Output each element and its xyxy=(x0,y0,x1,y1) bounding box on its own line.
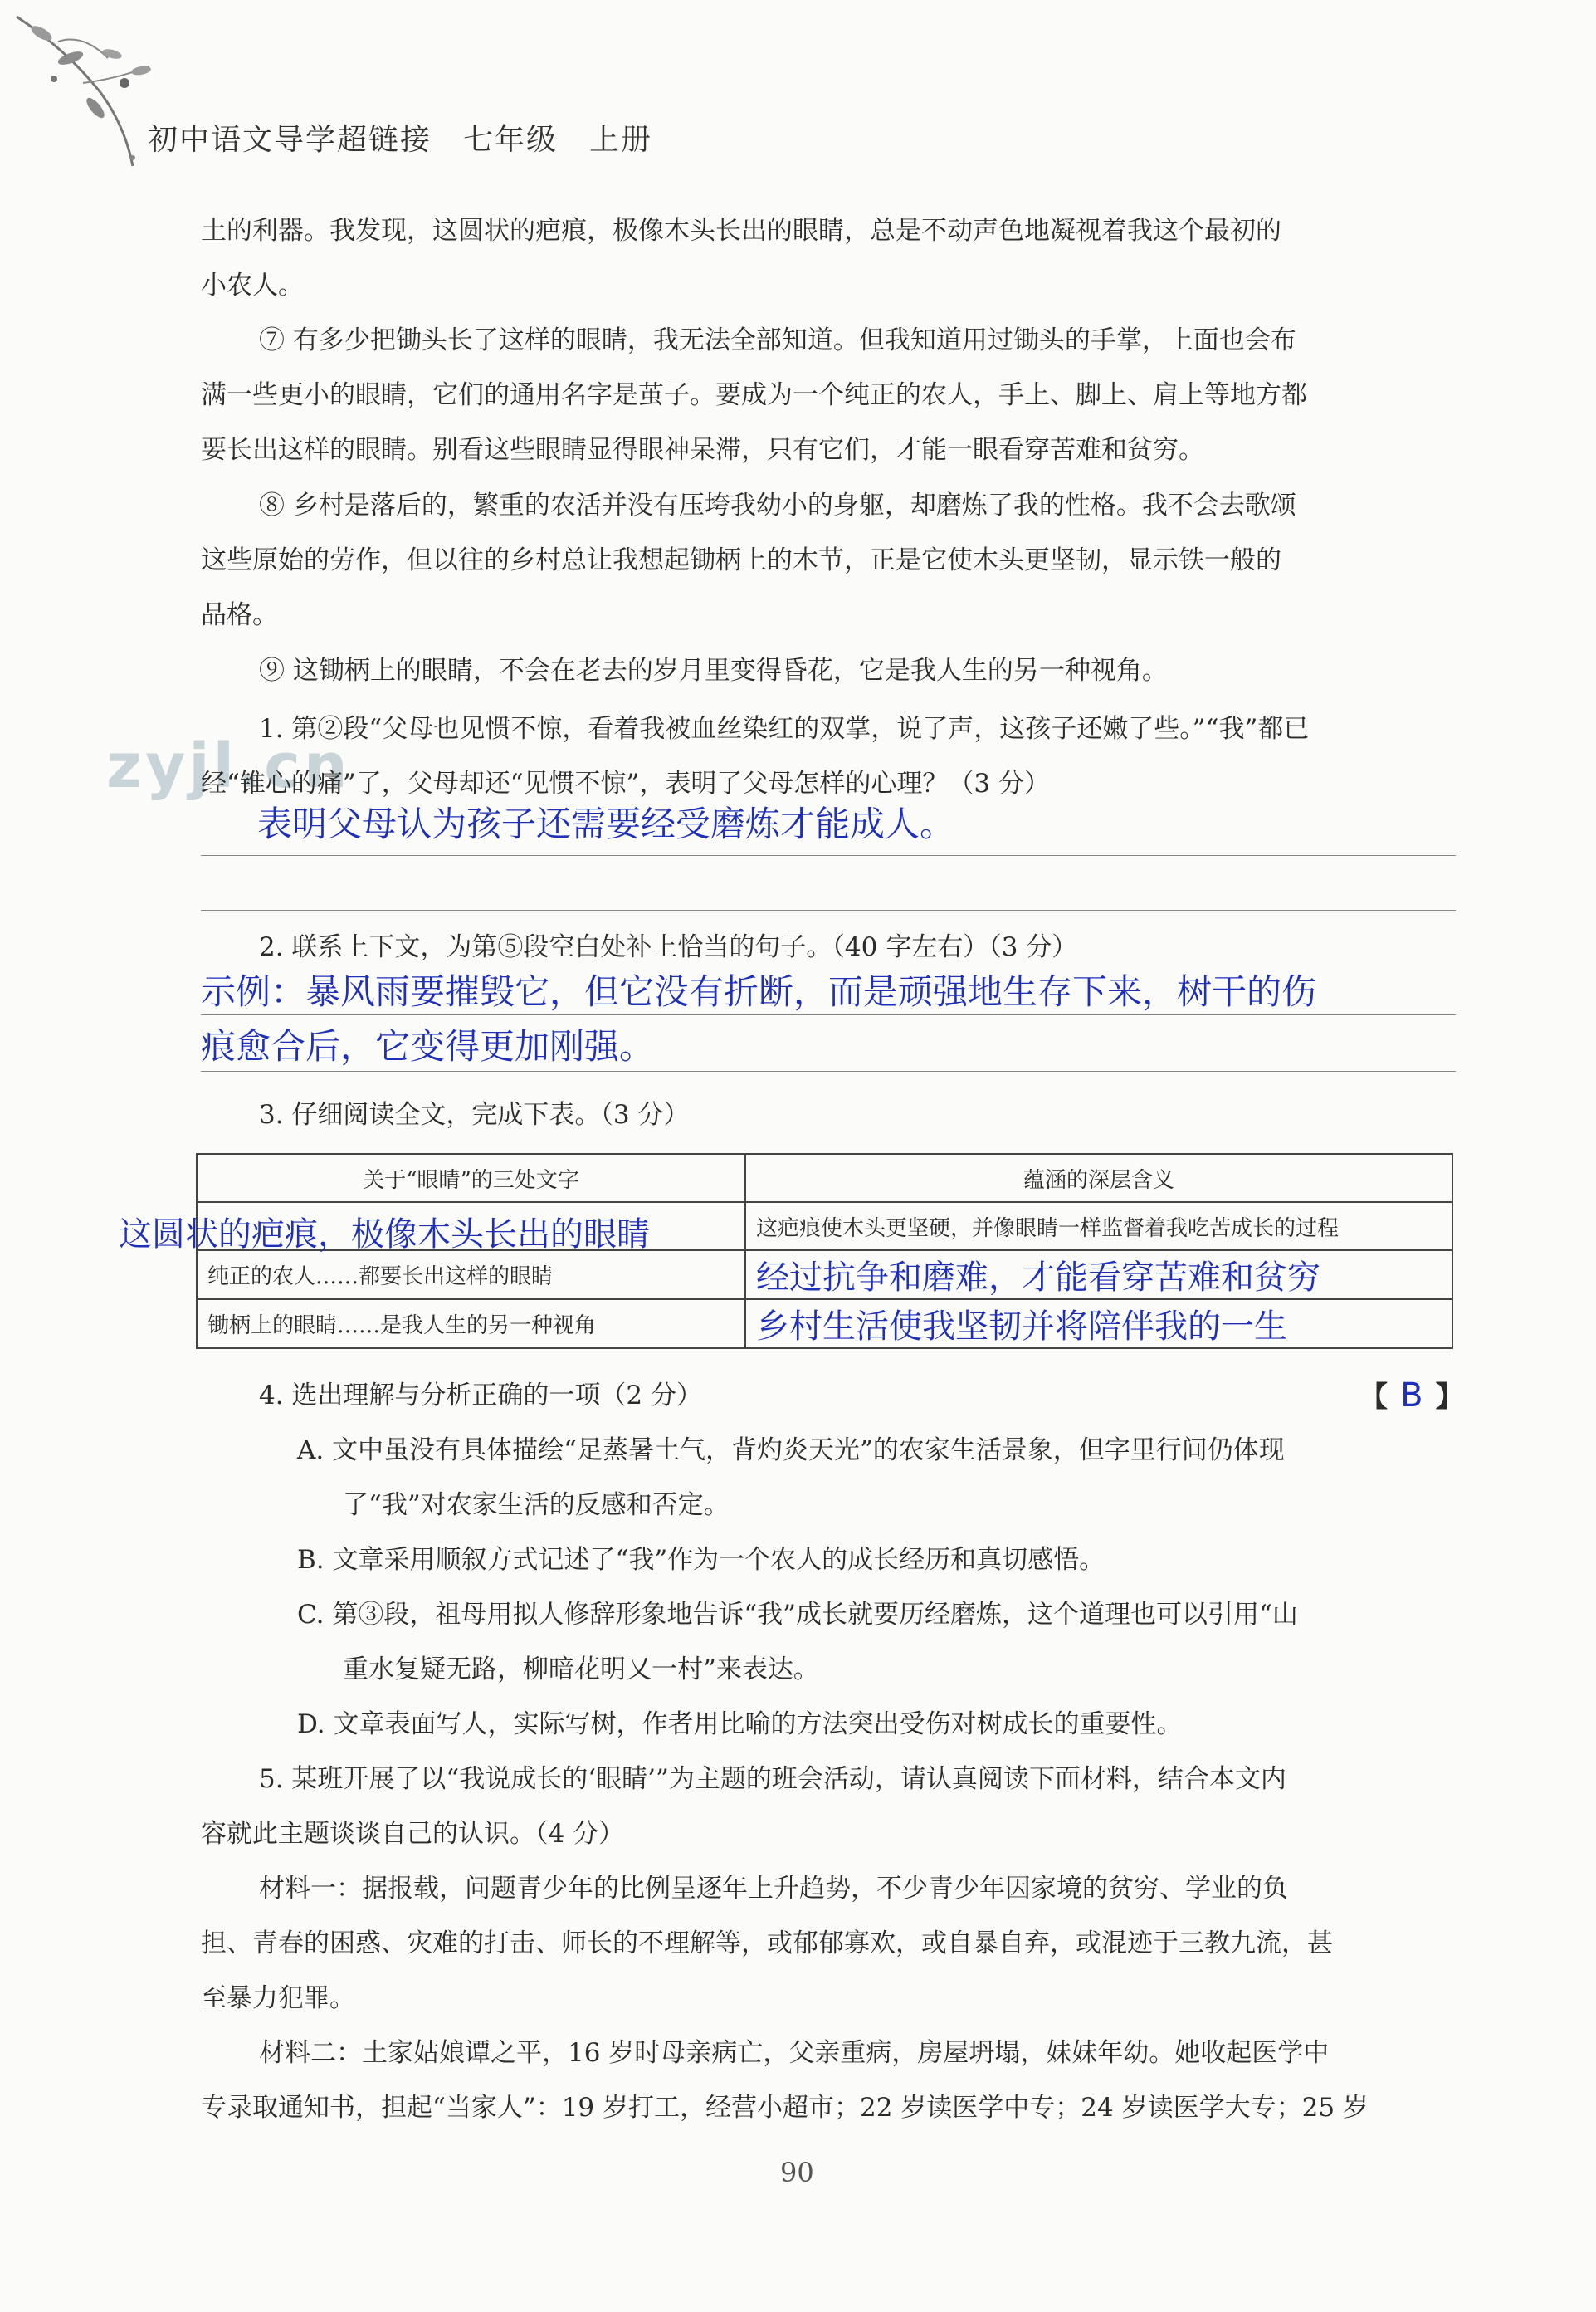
material-2-line: 材料二：土家姑娘谭之平，16 岁时母亲病亡，父亲重病，房屋坍塌，妹妹年幼。她收起医学中 xyxy=(259,2038,1330,2068)
page-number: 90 xyxy=(780,2157,814,2188)
question-5-line: 容就此主题谈谈自己的认识。（4 分） xyxy=(201,1819,625,1849)
answer-line xyxy=(201,1071,1456,1072)
question-2-answer-line: 痕愈合后，它变得更加刚强。 xyxy=(201,1026,655,1067)
question-5 xyxy=(201,1752,1458,1861)
table-cell[interactable] xyxy=(745,1299,1452,1348)
corner-branch-illustration xyxy=(8,0,174,199)
question-1-answer[interactable]: 表明父母认为孩子还需要经受磨炼才能成人。 xyxy=(257,804,955,844)
question-4 xyxy=(201,1368,1458,1423)
passage-paragraph-9 xyxy=(201,643,1458,698)
table-cell[interactable] xyxy=(745,1250,1452,1299)
page-header: 初中语文导学超链接 七年级 上册 xyxy=(148,123,653,157)
option-b[interactable]: B. 文章采用顺叙方式记述了“我”作为一个农人的成长经历和真切感悟。 xyxy=(297,1545,1105,1575)
option-c-cont: 重水复疑无路，柳暗花明又一村”来表达。 xyxy=(343,1655,819,1684)
question-4-options xyxy=(297,1423,1458,1752)
text-line: 小农人。 xyxy=(201,271,304,301)
answer-line xyxy=(201,855,1456,856)
option-d[interactable]: D. 文章表面写人，实际写树，作者用比喻的方法突出受伤对树成长的重要性。 xyxy=(297,1709,1183,1739)
bracket-right: 】 xyxy=(1435,1381,1464,1414)
question-5-line: 5. 某班开展了以“我说成长的‘眼睛’”为主题的班会活动，请认真阅读下面材料，结合本文内 xyxy=(259,1764,1286,1794)
text-line: 土的利器。我发现，这圆状的疤痕，极像木头长出的眼睛，总是不动声色地凝视着我这个最初的 xyxy=(201,216,1281,246)
text-line: ⑦ 有多少把锄头长了这样的眼睛，我无法全部知道。但我知道用过锄头的手掌，上面也会布 xyxy=(259,325,1296,355)
table-cell: 纯正的农人……都要长出这样的眼睛 xyxy=(197,1250,745,1299)
watermark: zyjl.cn xyxy=(106,731,351,802)
table-answer-handwritten: 乡村生活使我坚韧并将陪伴我的一生 xyxy=(756,1308,1287,1346)
passage-paragraph-8 xyxy=(201,478,1458,643)
question-2-line: 2. 联系上下文，为第⑤段空白处补上恰当的句子。（40 字左右）（3 分） xyxy=(259,932,1078,962)
question-1 xyxy=(201,701,1458,811)
text-line: 要长出这样的眼睛。别看这些眼睛显得眼神呆滞，只有它们，才能一眼看穿苦难和贫穷。 xyxy=(201,435,1204,465)
question-2-answer[interactable] xyxy=(201,965,1316,1074)
table-row xyxy=(197,1250,1452,1299)
table-row xyxy=(197,1202,1452,1250)
question-4-answer-box[interactable] xyxy=(1359,1368,1464,1430)
material-1-line: 材料一：据报载，问题青少年的比例呈逐年上升趋势，不少青少年因家境的贫穷、学业的负 xyxy=(259,1874,1288,1904)
question-3 xyxy=(201,1088,1458,1142)
table-row xyxy=(197,1299,1452,1348)
table-answer-handwritten: 这圆状的疤痕，极像木头长出的眼睛 xyxy=(119,1215,650,1254)
text-line: 满一些更小的眼睛，它们的通用名字是茧子。要成为一个纯正的农人，手上、脚上、肩上等地方都 xyxy=(201,380,1307,410)
material-2-line: 专录取通知书，担起“当家人”：19 岁打工，经营小超市；22 岁读医学中专；24 岁读医学大专；25 岁 xyxy=(201,2093,1369,2123)
material-1 xyxy=(201,1861,1458,2026)
material-2 xyxy=(201,2026,1458,2135)
table-header-cell: 蕴涵的深层含义 xyxy=(745,1154,1452,1202)
question-3-table xyxy=(119,1153,1453,1349)
text-line: ⑨ 这锄柄上的眼睛，不会在老去的岁月里变得昏花，它是我人生的另一种视角。 xyxy=(259,656,1168,686)
passage-paragraph-7 xyxy=(201,313,1458,477)
passage-paragraph-6 xyxy=(201,203,1458,313)
material-1-line: 至暴力犯罪。 xyxy=(201,1983,355,2013)
question-1-line: 经“锥心的痛”了，父母却还“见惯不惊”，表明了父母怎样的心理？（3 分） xyxy=(201,769,1050,799)
text-line: 品格。 xyxy=(201,600,278,630)
table-header-row xyxy=(197,1154,1452,1202)
text-line: ⑧ 乡村是落后的，繁重的农活并没有压垮我幼小的身躯，却磨炼了我的性格。我不会去歌颂 xyxy=(259,491,1296,521)
question-1-line: 1. 第②段“父母也见惯不惊，看着我被血丝染红的双掌，说了声，这孩子还嫩了些。”“我”都已 xyxy=(259,714,1310,744)
table-cell: 这疤痕使木头更坚硬，并像眼睛一样监督着我吃苦成长的过程 xyxy=(745,1202,1452,1250)
table-answer-handwritten: 经过抗争和磨难，才能看穿苦难和贫穷 xyxy=(756,1259,1320,1297)
table-cell: 锄柄上的眼睛……是我人生的另一种视角 xyxy=(197,1299,745,1348)
answer-line xyxy=(201,910,1456,911)
option-a[interactable]: A. 文中虽没有具体描绘“足蒸暑土气，背灼炎天光”的农家生活景象，但字里行间仍体现 xyxy=(297,1435,1285,1465)
question-4-answer: B xyxy=(1400,1376,1423,1415)
table-cell[interactable] xyxy=(119,1202,745,1254)
material-1-line: 担、青春的困惑、灾难的打击、师长的不理解等，或郁郁寡欢，或自暴自弃，或混迹于三教九流，甚 xyxy=(201,1928,1333,1958)
question-3-line: 3. 仔细阅读全文，完成下表。（3 分） xyxy=(259,1100,690,1130)
answer-line xyxy=(201,1014,1456,1015)
text-line: 这些原始的劳作，但以往的乡村总让我想起锄柄上的木节，正是它使木头更坚韧，显示铁一般的 xyxy=(201,545,1281,575)
option-c[interactable]: C. 第③段，祖母用拟人修辞形象地告诉“我”成长就要历经磨炼，这个道理也可以引用“山 xyxy=(297,1600,1298,1630)
bracket-left: 【 xyxy=(1359,1381,1388,1414)
option-a-cont: 了“我”对农家生活的反感和否定。 xyxy=(343,1490,730,1520)
question-2-answer-line: 示例：暴风雨要摧毁它，但它没有折断，而是顽强地生存下来，树干的伤 xyxy=(201,971,1317,1012)
table-header-cell: 关于“眼睛”的三处文字 xyxy=(197,1154,745,1202)
question-4-line: 4. 选出理解与分析正确的一项（2 分） xyxy=(259,1381,703,1410)
